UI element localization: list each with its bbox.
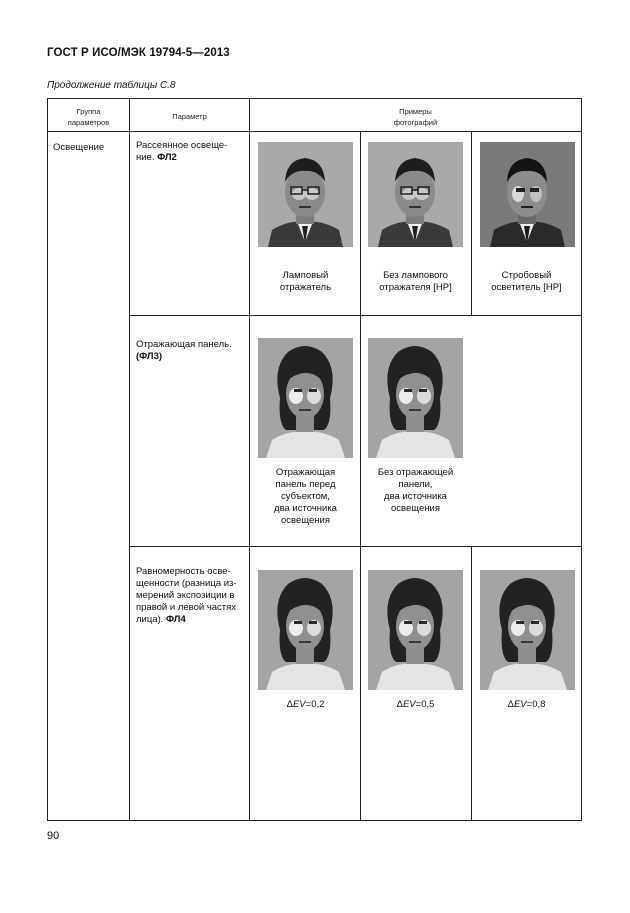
ev-label-0-2: ΔEV=0,2 [286, 699, 325, 710]
caption-reflector-panel: Отражающая панель перед субъектом, два источника освещения [274, 467, 337, 526]
caption-strobe: Стробовый осветитель [HP] [491, 270, 562, 293]
photo-ev-0-5 [368, 570, 463, 690]
parameter-fl2: Рассеянное освеще- ние. ФЛ2 [136, 140, 228, 163]
photo-ev-0-2 [258, 570, 353, 690]
portrait-man-dark-icon [480, 142, 575, 247]
portrait-woman-icon [368, 338, 463, 458]
row-line-1 [129, 315, 582, 316]
column-header-group: Группа параметров [67, 107, 110, 127]
photo-divider-r1b [471, 131, 472, 315]
photo-no-lamp-reflector [368, 142, 463, 247]
row-line-2 [129, 546, 582, 547]
photo-divider-r3a [360, 546, 361, 821]
portrait-man-icon [368, 142, 463, 247]
caption-no-lamp-reflector: Без лампового отражателя [HP] [379, 270, 452, 293]
ev-label-0-5: ΔEV=0,5 [396, 699, 435, 710]
ev-label-0-8: ΔEV=0,8 [507, 699, 546, 710]
portrait-man-icon [258, 142, 353, 247]
col-divider-1 [129, 98, 130, 821]
caption-no-reflector-panel: Без отражающей панели, два источника освещения [377, 467, 454, 514]
photo-no-reflector-panel [368, 338, 463, 458]
portrait-woman-icon [368, 570, 463, 690]
page-header-title: ГОСТ Р ИСО/МЭК 19794-5—2013 [47, 47, 230, 59]
page-number: 90 [47, 830, 60, 842]
photo-strobe [480, 142, 575, 247]
portrait-woman-icon [480, 570, 575, 690]
photo-divider-r2a [360, 315, 361, 546]
group-label: Освещение [53, 142, 105, 153]
parameter-fl4: Равномерность осве- щенности (разница из- мерений экспозиции в правой и левой частях лица). ФЛ4 [136, 566, 237, 625]
photo-lamp-reflector [258, 142, 353, 247]
parameter-fl3: Отражающая панель. (ФЛ3) [136, 339, 232, 362]
header-bottom-line [47, 131, 582, 132]
photo-divider-r3b [471, 546, 472, 821]
col-divider-2 [249, 98, 250, 821]
photo-ev-0-8 [480, 570, 575, 690]
table-caption: Продолжение таблицы С.8 [47, 80, 176, 91]
photo-reflector-panel [258, 338, 353, 458]
caption-lamp-reflector: Ламповый отражатель [279, 270, 332, 293]
photo-divider-r1a [360, 131, 361, 315]
portrait-woman-icon [258, 570, 353, 690]
column-header-examples: Примеры фотографий [393, 107, 438, 127]
column-header-parameter: Параметр [172, 112, 207, 121]
portrait-woman-icon [258, 338, 353, 458]
